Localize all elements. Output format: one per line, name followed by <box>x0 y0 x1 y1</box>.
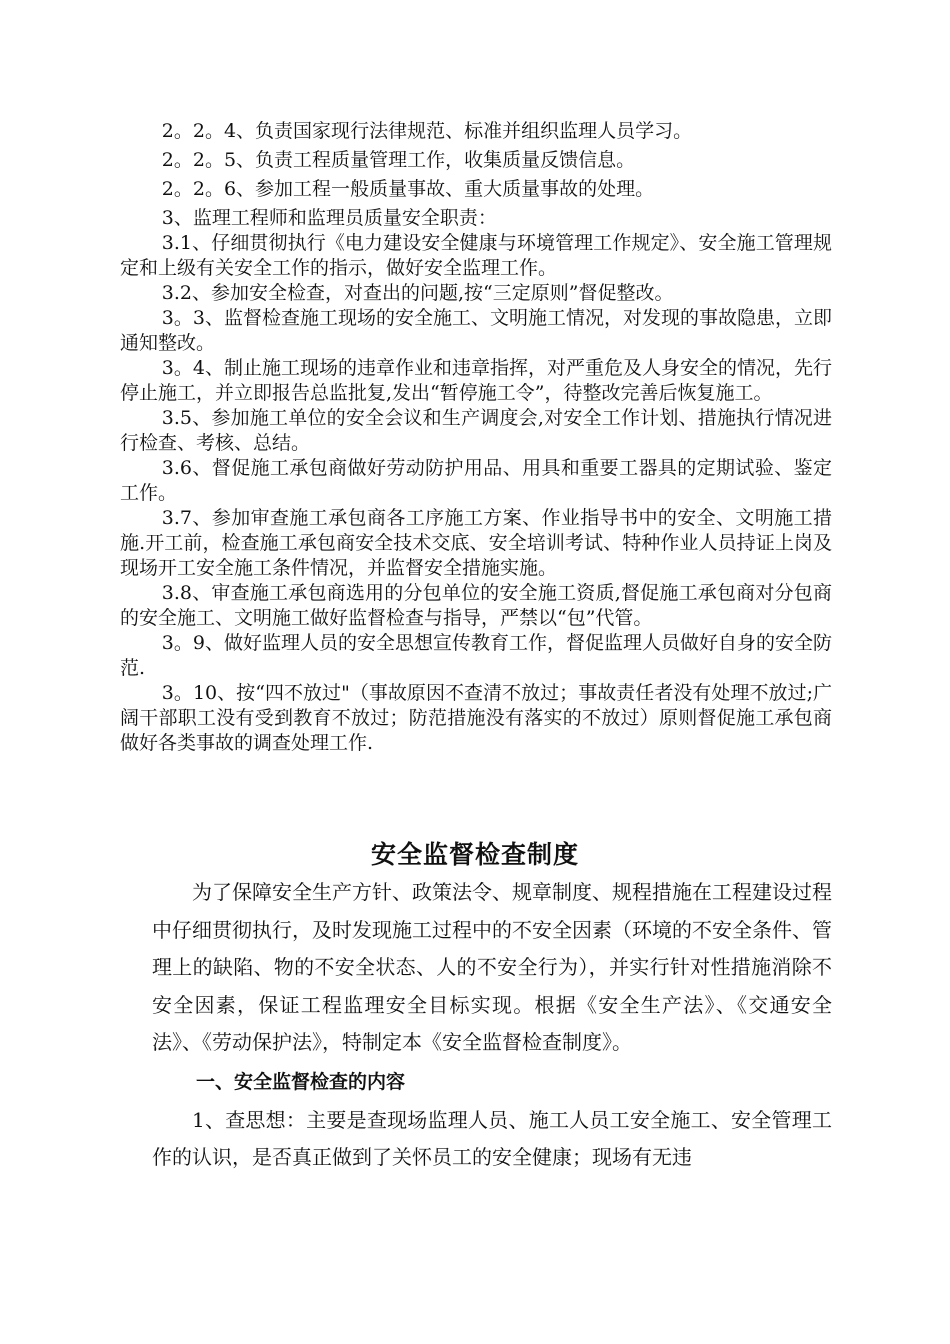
paragraph-3-5: 3.5、参加施工单位的安全会议和生产调度会,对安全工作计划、措施执行情况进行检查、考核、总结。 <box>120 407 832 454</box>
inspection-section <box>152 874 832 1177</box>
paragraph-3-4: 3。4、制止施工现场的违章作业和违章指挥，对严重危及人身安全的情况，先行停止施工，并立即报告总监批复,发出“暂停施工令”，待整改完善后恢复施工。 <box>120 357 832 404</box>
duties-section <box>120 116 832 756</box>
paragraph-3-heading: 3、监理工程师和监理员质量安全职责： <box>161 207 497 229</box>
paragraph-3-1: 3.1、仔细贯彻执行《电力建设安全健康与环境管理工作规定》、安全施工管理规定和上级有关安全工作的指示，做好安全监理工作。 <box>120 232 832 279</box>
page-title: 安全监督检查制度 <box>370 840 579 869</box>
paragraph-3-10: 3。10、按“四不放过"（事故原因不查清不放过；事故责任者没有处理不放过;广阔干部职工没有受到教育不放过；防范措施没有落实的不放过）原则督促施工承包商做好各类事故的调查处理工作. <box>120 682 832 754</box>
paragraph-3-8: 3.8、审查施工承包商选用的分包单位的安全施工资质,督促施工承包商对分包商的安全施工、文明施工做好监督检查与指导，严禁以“包”代管。 <box>120 582 832 629</box>
paragraph-2-2-6: 2。2。6、参加工程一般质量事故、重大质量事故的处理。 <box>161 178 655 200</box>
item-1-paragraph: 1、查思想：主要是查现场监理人员、施工人员工安全施工、安全管理工作的认识，是否真正做到了关怀员工的安全健康；现场有无违 <box>152 1107 832 1169</box>
paragraph-3-3: 3。3、监督检查施工现场的安全施工、文明施工情况，对发现的事故隐患，立即通知整改。 <box>120 307 832 354</box>
paragraph-3-7: 3.7、参加审查施工承包商各工序施工方案、作业指导书中的安全、文明施工措施.开工前，检查施工承包商安全技术交底、安全培训考试、特种作业人员持证上岗及现场开工安全施工条件情况，并监督安全措施实施。 <box>120 507 832 579</box>
paragraph-2-2-5: 2。2。5、负责工程质量管理工作，收集质量反馈信息。 <box>161 149 636 171</box>
paragraph-2-2-4: 2。2。4、负责国家现行法律规范、标准并组织监理人员学习。 <box>161 120 693 142</box>
paragraph-3-2: 3.2、参加安全检查，对查出的问题,按“三定原则”督促整改。 <box>161 282 674 304</box>
paragraph-3-9: 3。9、做好监理人员的安全思想宣传教育工作，督促监理人员做好自身的安全防范. <box>120 632 832 679</box>
intro-paragraph: 为了保障安全生产方针、政策法令、规章制度、规程措施在工程建设过程中仔细贯彻执行，及时发现施工过程中的不安全因素（环境的不安全条件、管理上的缺陷、物的不安全状态、人的不安全行为），并实行针对性措施消除不安全因素，保证工程监理安全目标实现。根据《安全生产法》、《交通安全法》、《劳动保护法》，特制定本《安全监督检查制度》。 <box>152 880 832 1054</box>
section-heading: 一、安全监督检查的内容 <box>196 1070 406 1093</box>
paragraph-3-6: 3.6、督促施工承包商做好劳动防护用品、用具和重要工器具的定期试验、鉴定工作。 <box>120 457 832 504</box>
